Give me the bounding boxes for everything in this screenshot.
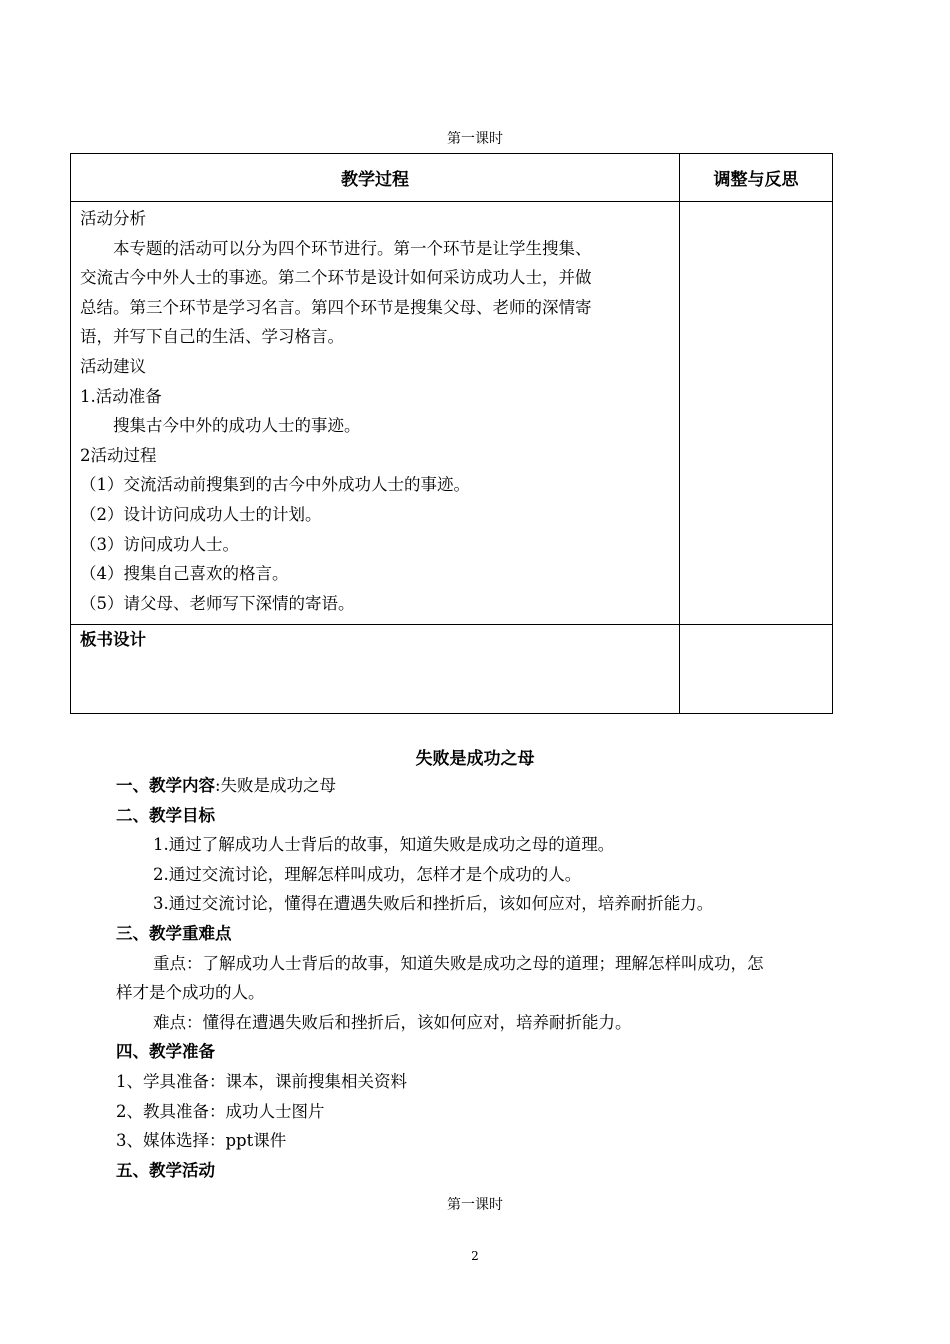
process-item: （5）请父母、老师写下深情的寄语。 [80,593,355,613]
process-item: （1）交流活动前搜集到的古今中外成功人士的事迹。 [80,475,470,495]
activity-analysis-line: 语，并写下自己的生活、学习格言。 [80,327,344,347]
prep-item: 3、媒体选择：ppt课件 [116,1131,287,1151]
key-points-label: 三、教学重难点 [116,923,232,943]
activity-analysis-line: 总结。第三个环节是学习名言。第四个环节是搜集父母、老师的深情寄 [80,297,592,317]
activity-analysis-line: 本专题的活动可以分为四个环节进行。第一个环节是让学生搜集、 [113,238,592,258]
board-design-reflection-cell [680,625,833,714]
board-design-cell [71,625,680,714]
process-item: （3）访问成功人士。 [80,534,239,554]
process-item: （4）搜集自己喜欢的格言。 [80,564,289,584]
difficulty-line: 难点：懂得在遭遇失败后和挫折后，该如何应对，培养耐折能力。 [153,1012,632,1032]
process-title: 2活动过程 [80,445,157,465]
activity-suggestion-title: 活动建议 [80,356,146,376]
goal-item: 2.通过交流讨论，理解怎样叫成功，怎样才是个成功的人。 [153,864,582,884]
session-label-bottom: 第一课时 [447,1197,503,1213]
key-point-line: 重点：了解成功人士背后的故事，知道失败是成功之母的道理；理解怎样叫成功，怎 [153,953,764,973]
prep-item: 2、教具准备：成功人士图片 [116,1101,325,1121]
content-value: :失败是成功之母 [215,776,337,795]
goal-item: 3.通过交流讨论，懂得在遭遇失败后和挫折后，该如何应对，培养耐折能力。 [153,894,714,914]
prep-item: 1、学具准备：课本，课前搜集相关资料 [116,1071,407,1091]
activity-analysis-title: 活动分析 [80,209,146,228]
page-number: 2 [471,1249,479,1263]
lesson-body [116,771,846,1185]
goals-label: 二、教学目标 [116,805,215,825]
activity-label: 五、教学活动 [116,1160,215,1180]
key-point-line: 样才是个成功的人。 [116,983,265,1003]
reflection-cell [680,202,833,625]
board-design-label: 板书设计 [80,630,146,650]
session-label-top: 第一课时 [447,131,503,147]
goal-item: 1.通过了解成功人士背后的故事，知道失败是成功之母的道理。 [153,835,615,855]
content-label: 一、教学内容 [116,776,215,795]
prep-label: 四、教学准备 [116,1042,215,1062]
prep-text: 搜集古今中外的成功人士的事迹。 [113,416,361,436]
process-item: （2）设计访问成功人士的计划。 [80,504,322,524]
header-teaching-process: 教学过程 [71,154,680,202]
lesson-title: 失败是成功之母 [415,749,535,769]
header-adjust-reflect: 调整与反思 [680,154,833,202]
prep-title: 1.活动准备 [80,386,162,406]
lesson-plan-table [70,153,833,714]
teaching-process-cell [71,202,680,625]
activity-analysis-line: 交流古今中外人士的事迹。第二个环节是设计如何采访成功人士，并做 [80,268,592,288]
